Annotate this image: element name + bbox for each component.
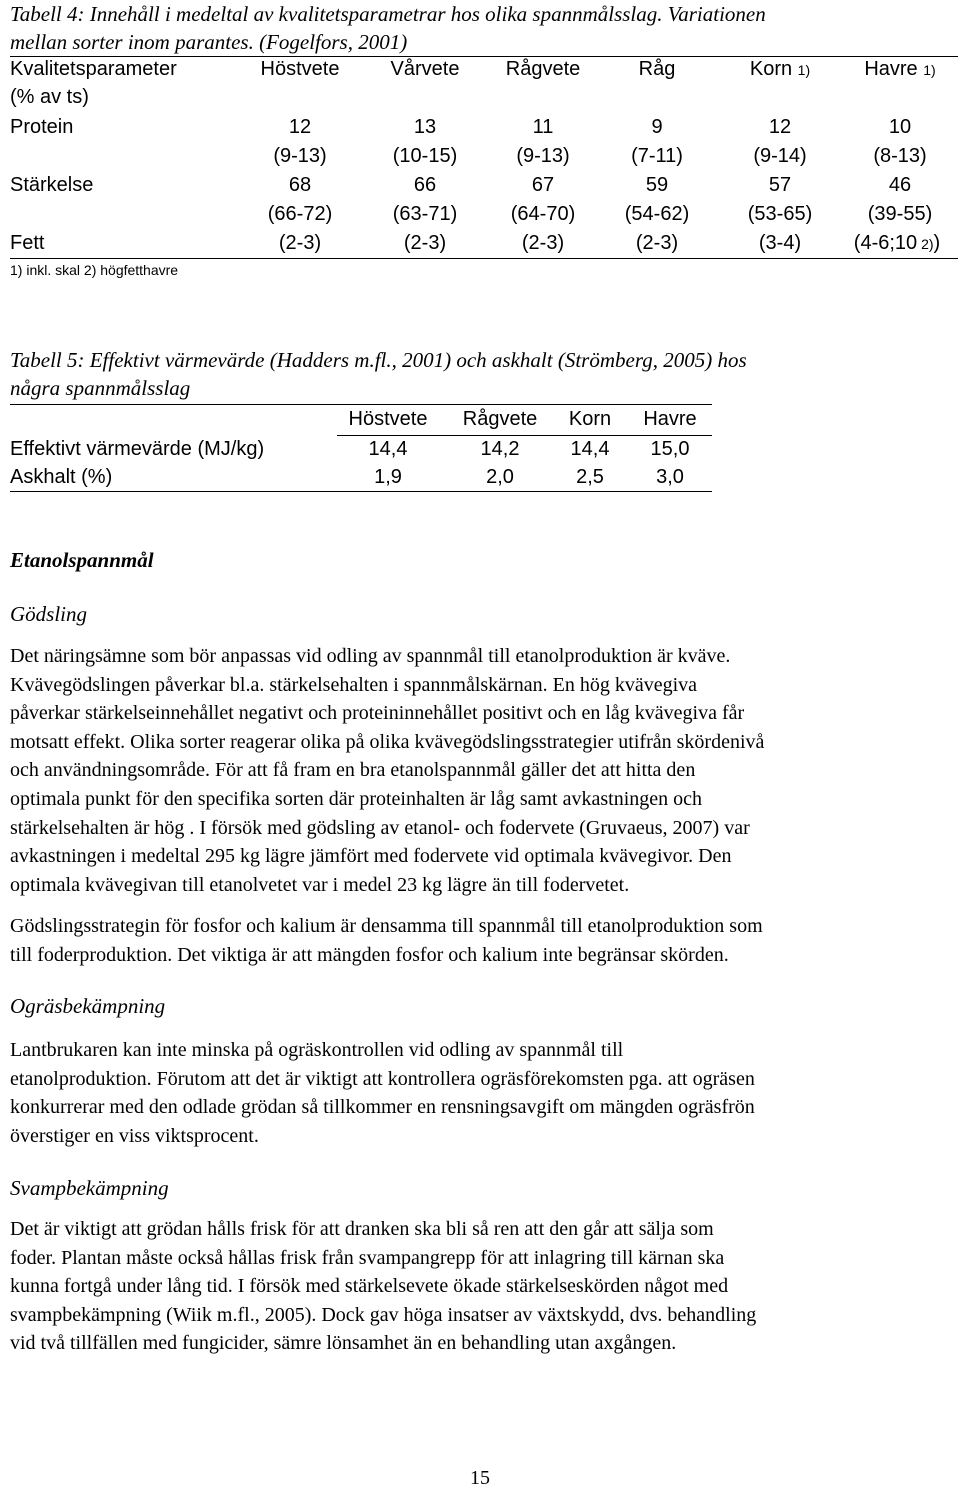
cell: (2-3) [635,232,679,254]
text-line: motsatt effekt. Olika sorter reagerar olika på olika kvävegödslingsstrategier utifrån skördenivå [10,730,765,753]
page-number: 15 [470,1467,490,1489]
cell: (66-72) [267,203,333,225]
text-line: foder. Plantan måste också hållas frisk från svampangrepp för att inlagring till kärnan ska [10,1246,725,1269]
cell: (64-70) [510,203,576,225]
table4-header-row [10,58,958,86]
t5-row-label-askhalt: Askhalt (%) [10,466,113,488]
text-line: Det näringsämne som bör anpassas vid odling av spannmål till etanolproduktion är kväve. [10,645,731,667]
table5-caption-line1: Tabell 5: Effektivt värmevärde (Hadders m.fl., 2001) och askhalt (Strömberg, 2005) hos [10,348,747,372]
havre-footnote-mark: 1) [923,62,936,78]
cell: 15,0 [650,438,690,460]
table5-caption [10,346,747,402]
cell: (9-14) [753,145,807,167]
cell: (39-55) [867,203,933,225]
text-line: Gödslingsstrategin för fosfor och kalium är densamma till spannmål till etanolproduktion som [10,915,763,937]
korn-footnote-mark: 1) [797,62,811,78]
cell: (53-65) [747,203,813,225]
cell: 14,4 [368,438,408,460]
cell: (8-13) [873,145,927,167]
row-label-protein: Protein [10,116,74,138]
table5-bottom-rule [10,491,712,492]
paragraph-ograsbekampning [10,1036,950,1150]
table4-footnote: 1) inkl. skal 2) högfetthavre [10,262,179,278]
table5 [10,408,712,492]
heading-svampbekampning: Svampbekämpning [10,1176,169,1200]
cell: 14,2 [480,438,520,460]
text-line: svampbekämpning (Wiik m.fl., 2005). Dock gav höga insatser av växtskydd, dvs. behandling [10,1303,757,1326]
table4-caption [10,0,766,56]
cell: 10 [888,116,912,138]
cell: (10-15) [392,145,458,167]
cell: 66 [413,174,437,196]
cell: 2,0 [486,466,514,488]
cell: 12 [288,116,312,138]
cell: 9 [651,116,663,138]
text-line: Kvävegödslingen påverkar bl.a. stärkelsehalten i spannmålskärnan. En hög kvävegiva [10,673,698,696]
paragraph-svampbekampning [10,1215,950,1358]
text-line: Det är viktigt att grödan hålls frisk för att dranken ska bli så ren att den går att sälja som [10,1218,714,1240]
cell: (9-13) [516,145,570,167]
cell: 2,5 [576,466,604,488]
fett-havre-footnote-mark: 2) [921,236,934,252]
t5-row-label-varmevarde: Effektivt värmevärde (MJ/kg) [10,438,265,460]
cell: (3-4) [758,232,802,254]
cell: 59 [645,174,669,196]
cell: 57 [768,174,792,196]
text-line: optimala punkt för den specifika sorten där proteinhalten är låg samt avkastningen och [10,787,703,810]
text-line: till foderproduktion. Det viktiga är att mängden fosfor och kalium inte begränsar skörden. [10,943,729,966]
cell: 14,4 [570,438,610,460]
cell: (7-11) [631,145,683,167]
text-line: vid två tillfällen med fungicider, sämre lönsamhet än en behandling utan axgången. [10,1332,677,1355]
table5-header-rule [337,435,712,436]
table5-top-rule [10,404,712,405]
table4-param-unit: (% av ts) [10,86,89,108]
text-line: avkastningen i medeltal 295 kg lägre jämfört med fodervete vid optimala kvävegivor. Den [10,845,732,868]
col-header-korn: Korn 1) [749,58,811,80]
cell: (4-6;10 2)) [853,232,941,254]
table5-caption-line2: några spannmålsslag [10,376,191,400]
col-header-hostvete: Höstvete [260,58,340,80]
section-title: Etanolspannmål [10,548,154,572]
col-header-rag: Råg [638,58,676,80]
cell: 67 [531,174,555,196]
col-header-ragvete: Rågvete [505,58,581,80]
cell: (2-3) [403,232,447,254]
text-line: etanolproduktion. Förutom att det är viktigt att kontrollera ogräsförekomsten pga. att ogräsen [10,1067,755,1090]
paragraph-godsling-2 [10,912,950,969]
t5-col-korn: Korn [568,408,612,430]
cell: (63-71) [392,203,458,225]
table4-bottom-rule [10,258,958,259]
cell: 46 [888,174,912,196]
cell: 13 [413,116,437,138]
row-label-fett: Fett [10,232,45,254]
cell: (54-62) [624,203,690,225]
table4-param-header: Kvalitetsparameter [10,58,177,80]
cell: 68 [288,174,312,196]
heading-godsling: Gödsling [10,602,88,626]
table4-caption-line2: mellan sorter inom parantes. (Fogelfors, 2001) [10,30,408,54]
heading-ograsbekampning: Ogräsbekämpning [10,994,166,1018]
cell: 12 [768,116,792,138]
text-line: stärkelsehalten är hög . I försök med gödsling av etanol- och fodervete (Gruvaeus, 2007) var [10,816,750,839]
col-header-varvete: Vårvete [390,58,460,80]
cell: (9-13) [273,145,327,167]
cell: 1,9 [374,466,402,488]
cell: 3,0 [656,466,684,488]
cell: (2-3) [521,232,565,254]
text-line: överstiger en viss viktsprocent. [10,1124,259,1147]
cell: 11 [532,116,554,138]
table4-caption-line1: Tabell 4: Innehåll i medeltal av kvalitetsparametrar hos olika spannmålsslag. Variationen [10,2,766,26]
text-line: och användningsområde. För att få fram en bra etanolspannmål gäller det att hitta den [10,759,696,782]
text-line: Lantbrukaren kan inte minska på ogräskontrollen vid odling av spannmål till [10,1039,624,1061]
t5-col-havre: Havre [643,408,697,430]
t5-col-ragvete: Rågvete [462,408,538,430]
col-header-havre: Havre 1) [864,58,936,80]
row-label-starkelse: Stärkelse [10,174,94,196]
text-line: konkurrerar med den odlade grödan så tillkommer en rensningsavgift om mängden ogräsfrön [10,1096,755,1119]
table4-top-rule [10,56,958,57]
text-line: optimala kvävegivan till etanolvetet var i medel 23 kg lägre än till fodervetet. [10,873,630,896]
t5-col-hostvete: Höstvete [348,408,428,430]
text-line: kunna fortgå under lång tid. I försök med stärkelsevete ökade stärkelseskörden något med [10,1275,729,1298]
cell: (2-3) [278,232,322,254]
paragraph-godsling-1 [10,642,950,899]
text-line: påverkar stärkelseinnehållet negativt och proteininnehållet positivt och en låg kvävegiva får [10,702,745,725]
